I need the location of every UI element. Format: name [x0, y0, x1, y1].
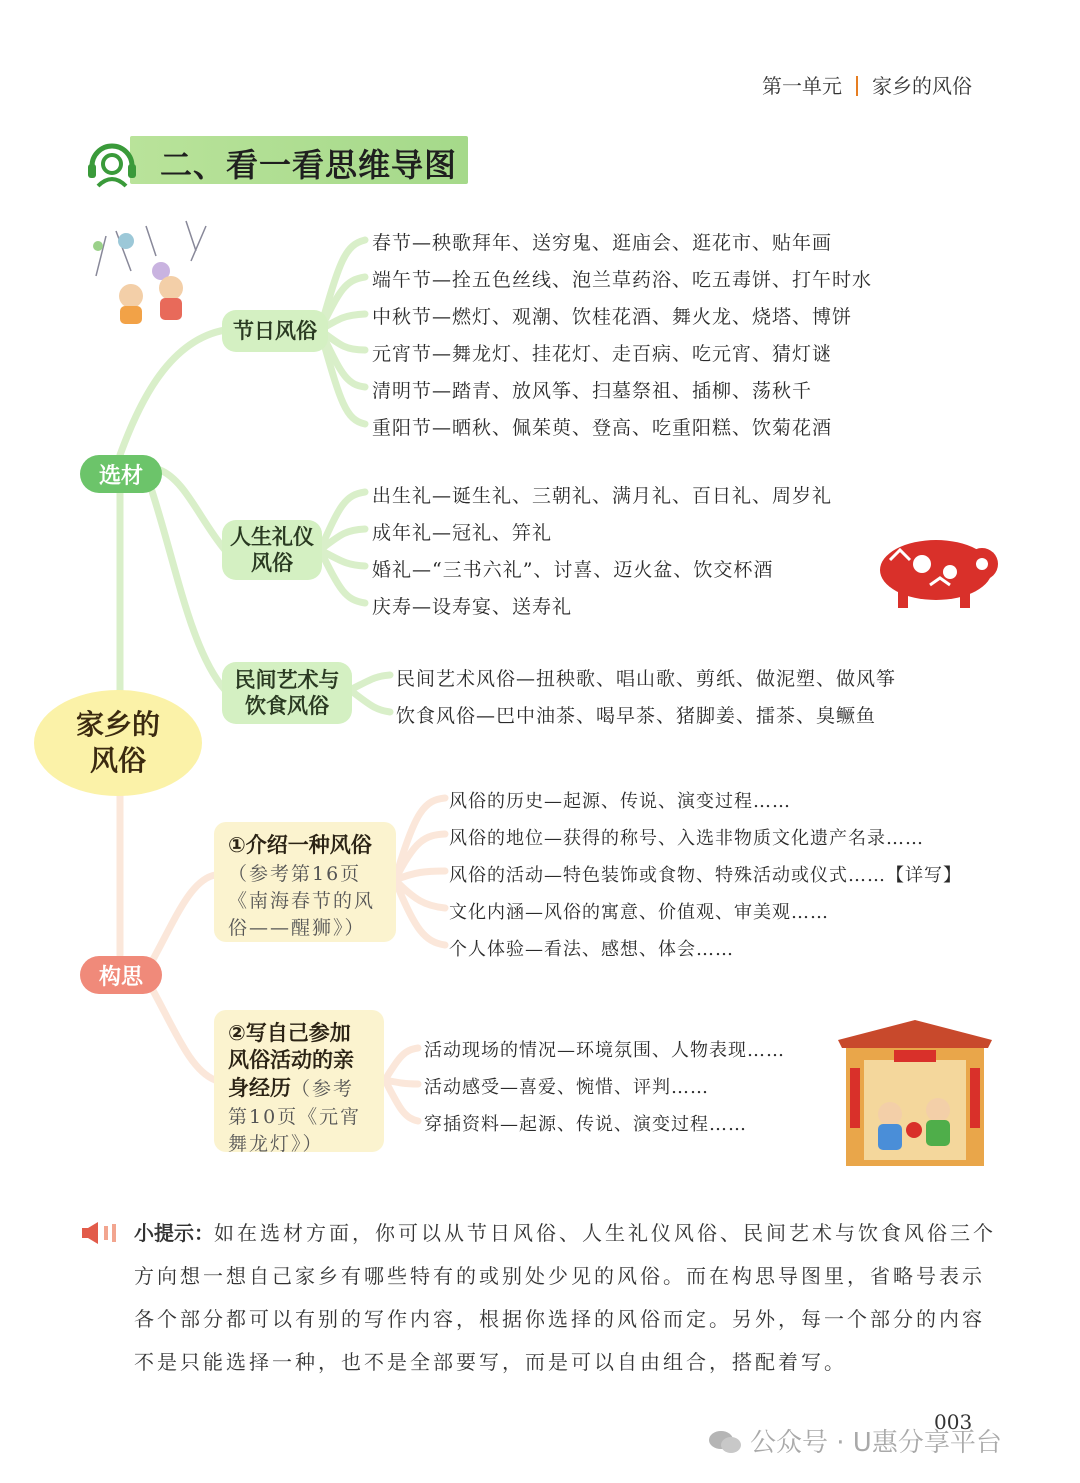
festival-line: 清明节—踏青、放风筝、扫墓祭祖、插柳、荡秋千 — [372, 380, 813, 402]
experience-line: 活动感受—喜爱、惋惜、评判…… — [424, 1077, 709, 1098]
tip-label: 小提示： — [134, 1221, 214, 1245]
festival-doorway-illustration — [838, 1018, 992, 1168]
folk-node: 民间艺术与饮食风俗 — [222, 662, 352, 724]
intro-line: 风俗的地位—获得的称号、入选非物质文化遗产名录…… — [449, 828, 924, 849]
ritual-line: 成年礼—冠礼、笄礼 — [372, 522, 553, 544]
experience-note: （参考第10页《元宵舞龙灯》） — [228, 1078, 362, 1155]
speaker-icon — [82, 1222, 124, 1248]
festival-node: 节日风俗 — [222, 310, 328, 352]
festival-line: 中秋节—燃灯、观潮、饮桂花酒、舞火龙、烧塔、博饼 — [372, 306, 853, 328]
watermark-text: 公众号 · U惠分享平台 — [750, 1428, 1002, 1458]
intro-line: 风俗的活动—特色装饰或食物、特殊活动或仪式……【详写】 — [449, 865, 962, 886]
intro-line: 风俗的历史—起源、传说、演变过程…… — [449, 791, 791, 812]
branch-material: 选材 — [80, 455, 162, 493]
kite-children-illustration — [86, 216, 216, 328]
festival-line: 春节—秧歌拜年、送穷鬼、逛庙会、逛花市、贴年画 — [372, 232, 833, 254]
folk-line: 民间艺术风俗—扭秧歌、唱山歌、剪纸、做泥塑、做风筝 — [396, 668, 897, 690]
experience-node — [214, 1010, 384, 1155]
intro-note: （参考第16页《南海春节的风俗——醒狮》） — [228, 863, 376, 939]
branch-idea: 构思 — [80, 956, 162, 994]
ritual-line: 出生礼—诞生礼、三朝礼、满月礼、百日礼、周岁礼 — [372, 485, 833, 507]
intro-line: 个人体验—看法、感想、体会…… — [449, 939, 734, 960]
wechat-icon — [708, 1429, 742, 1455]
folk-line: 饮食风俗—巴中油茶、喝早茶、猪脚姜、擂茶、臭鳜鱼 — [396, 705, 877, 727]
watermark — [708, 1422, 1002, 1459]
experience-line: 穿插资料—起源、传说、演变过程…… — [424, 1114, 747, 1135]
unit-label: 第一单元 — [762, 74, 842, 98]
lesson-label: 家乡的风俗 — [872, 74, 972, 98]
intro-title: ①介绍一种风俗 — [228, 833, 372, 857]
section-title: 二、看一看思维导图 — [160, 146, 458, 184]
intro-line: 文化内涵—风俗的寓意、价值观、审美观…… — [449, 902, 829, 923]
ritual-line: 庆寿—设寿宴、送寿礼 — [372, 596, 573, 618]
page-number: 003 — [934, 1410, 973, 1434]
festival-line: 重阳节—晒秋、佩茱萸、登高、吃重阳糕、饮菊花酒 — [372, 417, 833, 439]
festival-line: 端午节—拴五色丝线、泡兰草药浴、吃五毒饼、打午时水 — [372, 269, 873, 291]
paper-cut-pig — [870, 530, 1006, 612]
ritual-node: 人生礼仪风俗 — [222, 520, 322, 580]
tip-paragraph — [134, 1212, 1004, 1384]
tip-text: 如在选材方面，你可以从节日风俗、人生礼仪风俗、民间艺术与饮食风俗三个方向想一想自己家乡有哪些特有的或别处少见的风俗。而在构思导图里，省略号表示各个部分都可以有别的写作内容，根据你选择的风俗而定。另外，每一个部分的内容不是只能选择一种，也不是全部要写，而是可以自由组合，搭配着写。 — [134, 1221, 996, 1374]
festival-line: 元宵节—舞龙灯、挂花灯、走百病、吃元宵、猜灯谜 — [372, 343, 833, 365]
intro-node — [214, 822, 396, 942]
center-topic: 家乡的风俗 — [34, 690, 202, 796]
experience-line: 活动现场的情况—环境氛围、人物表现…… — [424, 1040, 785, 1061]
experience-title: ②写自己参加风俗活动的亲身经历 — [228, 1021, 354, 1100]
ritual-line: 婚礼—“三书六礼”、讨喜、迈火盆、饮交杯酒 — [372, 559, 774, 581]
